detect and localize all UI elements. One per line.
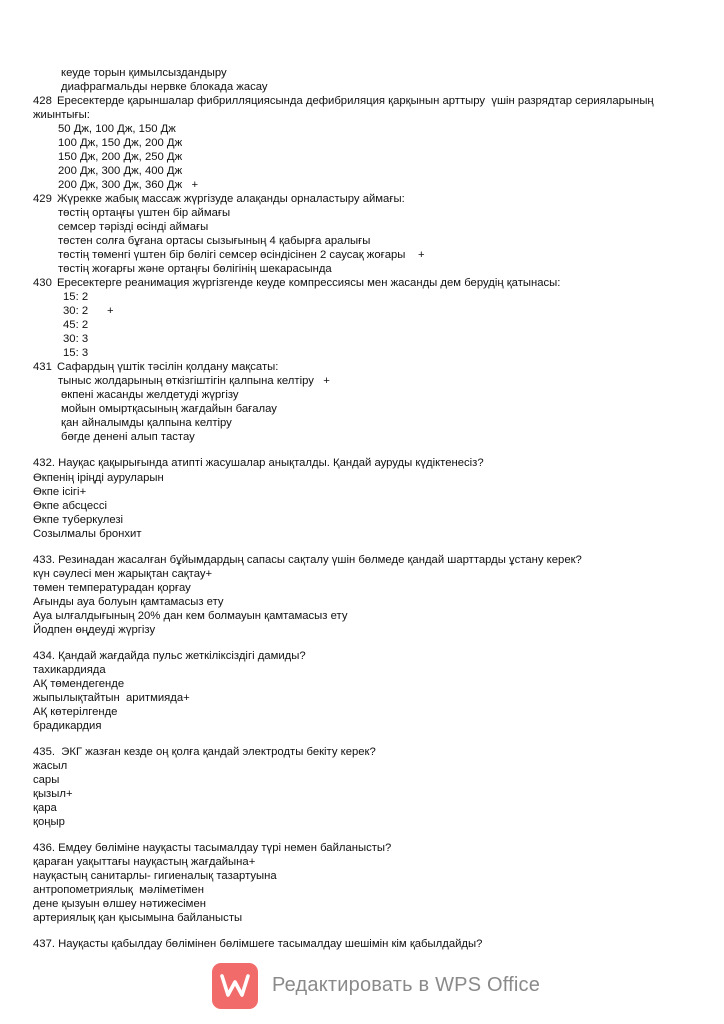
question-text: 437. Науқасты қабылдау бөлімінен бөлімшеге тасымалдау шешімін кім қабылдайды? xyxy=(33,938,483,950)
answer-option: жыпылықтайтын аритмияда+ xyxy=(33,692,190,704)
answer-option: Өкпе абсцессі xyxy=(33,500,107,512)
answer-option: Ағынды ауа болуын қамтамасыз ету xyxy=(33,596,224,608)
answer-option: Йодпен өңдеуді жүргізу xyxy=(33,624,156,636)
answer-option: антропометриялық мәліметімен xyxy=(33,884,204,896)
question-text: 434. Қандай жағдайда пульс жеткіліксіздігі дамиды? xyxy=(33,650,306,662)
answer-option: қоңыр xyxy=(33,816,65,828)
answer-option: Созылмалы бронхит xyxy=(33,528,142,540)
answer-option: 200 Дж, 300 Дж, 360 Дж + xyxy=(58,179,199,191)
answer-option: төстің төменгі үштен бір бөлігі семсер өсіндісінен 2 саусақ жоғары + xyxy=(58,249,425,261)
question-number: 428 xyxy=(33,95,52,107)
answer-option: төмен температурадан қорғау xyxy=(33,582,191,594)
question-text: Жүрекке жабық массаж жүргізуде алақанды орналастыру аймағы: xyxy=(57,193,405,205)
question-text: Ересектерге реанимация жүргізгенде кеуде компрессиясы мен жасанды дем берудің қатынасы: xyxy=(57,277,561,289)
edit-in-wps-label[interactable]: Редактировать в WPS Office xyxy=(272,974,541,997)
answer-option: 30: 3 xyxy=(63,333,89,345)
answer-option: 150 Дж, 200 Дж, 250 Дж xyxy=(58,151,183,163)
answer-option: дене қызуын өлшеу нәтижесімен xyxy=(33,898,206,910)
answer-option: төстен солға бұғана ортасы сызығының 4 қабырға аралығы xyxy=(58,235,371,247)
wps-logo-icon xyxy=(212,963,258,1009)
text-line: кеуде торын қимылсыздандыру xyxy=(61,67,227,79)
answer-option: бөгде денені алып тастау xyxy=(61,431,195,443)
answer-option: қараған уақыттағы науқастың жағдайына+ xyxy=(33,856,256,868)
question-number: 429 xyxy=(33,193,52,205)
question-text: Сафардың үштік тәсілін қолдану мақсаты: xyxy=(57,361,279,373)
answer-option: қара xyxy=(33,802,57,814)
answer-option: науқастың санитарлы- гигиеналық тазартуына xyxy=(33,870,277,882)
answer-option: күн сәулесі мен жарықтан сақтау+ xyxy=(33,568,213,580)
text-line: диафрагмальды нервке блокада жасау xyxy=(61,81,268,93)
answer-option: сары xyxy=(33,774,60,786)
answer-option: өкпені жасанды желдетуді жүргізу xyxy=(61,389,239,401)
question-text: 433. Резинадан жасалған бұйымдардың сапасы сақталу үшін бөлмеде қандай шарттарды ұстану керек? xyxy=(33,554,582,566)
question-number: 430 xyxy=(33,277,52,289)
question-text: жиынтығы: xyxy=(33,109,90,121)
question-text: 436. Емдеу бөліміне науқасты тасымалдау түрі немен байланысты? xyxy=(33,842,392,854)
answer-option: Өкпе туберкулезі xyxy=(33,514,124,526)
answer-option: АҚ төмендегенде xyxy=(33,678,125,690)
edit-in-wps-banner[interactable] xyxy=(212,962,542,1010)
answer-option: Ауа ылғалдығының 20% дан кем болмауын қамтамасыз ету xyxy=(33,610,348,622)
answer-option: 45: 2 xyxy=(63,319,89,331)
answer-option: 30: 2 + xyxy=(63,305,114,317)
question-number: 431 xyxy=(33,361,52,373)
answer-option: брадикардия xyxy=(33,720,102,732)
answer-option: 200 Дж, 300 Дж, 400 Дж xyxy=(58,165,183,177)
question-text: 435. ЭКГ жазған кезде оң қолға қандай электродты бекіту керек? xyxy=(33,746,376,758)
answer-option: төстің жоғарғы және ортаңғы бөлігінің шекарасында xyxy=(58,263,332,275)
answer-option: АҚ көтерілгенде xyxy=(33,706,118,718)
answer-option: жасыл xyxy=(33,760,68,772)
answer-option: Өкпенің іріңді ауруларын xyxy=(33,472,164,484)
answer-option: тыныс жолдарының өткізгіштігін қалпына келтіру + xyxy=(58,375,330,387)
answer-option: қан айналымды қалпына келтіру xyxy=(61,417,232,429)
answer-option: 15: 2 xyxy=(63,291,89,303)
answer-option: 100 Дж, 150 Дж, 200 Дж xyxy=(58,137,183,149)
answer-option: 50 Дж, 100 Дж, 150 Дж xyxy=(58,123,176,135)
answer-option: артериялық қан қысымына байланысты xyxy=(33,912,243,924)
answer-option: төстің ортаңғы үштен бір аймағы xyxy=(58,207,231,219)
answer-option: семсер тәрізді өсінді аймағы xyxy=(58,221,209,233)
question-text: 432. Науқас қақырығында атипті жасушалар анықталды. Қандай ауруды күдіктенесіз? xyxy=(33,457,484,469)
answer-option: 15: 3 xyxy=(63,347,89,359)
question-text: Ересектерде қарыншалар фибрилляциясында дефибриляция қарқынын арттыру үшін разрядтар серияларының xyxy=(57,95,654,107)
answer-option: қызыл+ xyxy=(33,788,73,800)
answer-option: мойын омыртқасының жағдайын бағалау xyxy=(61,403,277,415)
answer-option: Өкпе ісігі+ xyxy=(33,486,87,498)
answer-option: тахикардияда xyxy=(33,664,106,676)
